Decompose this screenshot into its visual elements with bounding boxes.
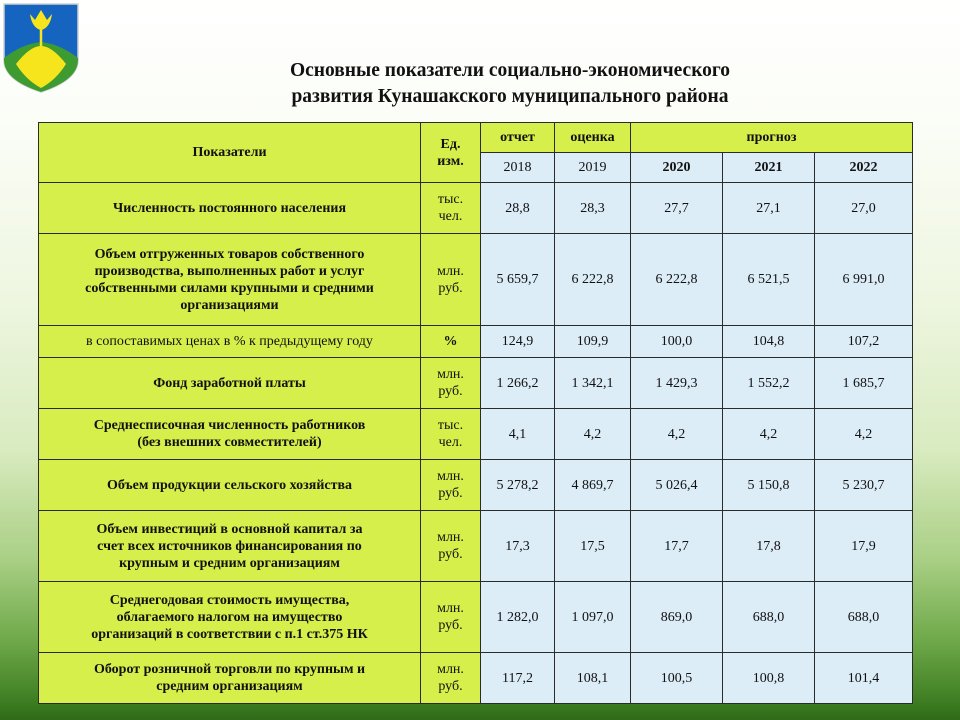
row-label-line: счет всех источников финансирования по — [97, 538, 362, 554]
row-unit-line: млн. — [437, 263, 464, 279]
row-value-2021: 688,0 — [723, 582, 815, 653]
row-value-2019: 109,9 — [555, 326, 631, 358]
indicators-table-wrap — [38, 122, 913, 704]
row-value-2022: 5 230,7 — [815, 460, 913, 511]
title-line-1: Основные показатели социально-экономического — [289, 60, 731, 81]
table-row — [39, 326, 913, 358]
row-value-2022: 4,2 — [815, 409, 913, 460]
row-value-2018: 1 282,0 — [481, 582, 555, 653]
row-value-2022: 107,2 — [815, 326, 913, 358]
row-value-2020: 6 222,8 — [631, 234, 723, 326]
row-unit — [421, 582, 481, 653]
row-unit-line: млн. — [437, 662, 464, 677]
row-unit-line: чел. — [438, 209, 463, 224]
row-value-2021: 6 521,5 — [723, 234, 815, 326]
row-unit — [421, 326, 481, 358]
header-row-1 — [39, 123, 913, 153]
table-row — [39, 582, 913, 653]
header-unit-line-2: изм. — [437, 153, 464, 169]
row-unit-line: % — [443, 334, 458, 349]
row-value-2021: 17,8 — [723, 511, 815, 582]
page-title — [150, 58, 870, 110]
row-value-2021: 27,1 — [723, 183, 815, 234]
row-unit-line: руб. — [438, 547, 463, 562]
row-unit — [421, 358, 481, 409]
header-estimate: оценка — [555, 123, 631, 153]
row-unit-line: млн. — [437, 367, 464, 382]
row-unit-line: чел. — [438, 435, 463, 450]
row-value-2019: 1 097,0 — [555, 582, 631, 653]
table-row — [39, 183, 913, 234]
row-value-2018: 5 659,7 — [481, 234, 555, 326]
row-unit-line: руб. — [438, 486, 463, 501]
row-label — [39, 234, 421, 326]
row-value-2022: 1 685,7 — [815, 358, 913, 409]
row-value-2022: 688,0 — [815, 582, 913, 653]
row-unit-line: тыс. — [437, 192, 464, 207]
table-row — [39, 234, 913, 326]
header-year-2018: 2018 — [481, 153, 555, 183]
row-label-line: Объем продукции сельского хозяйства — [106, 477, 353, 493]
header-year-2022: 2022 — [815, 153, 913, 183]
row-unit-line: руб. — [438, 679, 463, 694]
row-label-line: Объем отгруженных товаров собственного — [94, 246, 365, 262]
row-unit-line: тыс. — [437, 418, 464, 433]
row-value-2021: 100,8 — [723, 653, 815, 704]
row-label-line: облагаемого налогом на имущество — [116, 609, 343, 625]
row-value-2019: 1 342,1 — [555, 358, 631, 409]
row-value-2018: 17,3 — [481, 511, 555, 582]
row-value-2019: 28,3 — [555, 183, 631, 234]
row-value-2018: 5 278,2 — [481, 460, 555, 511]
table-row — [39, 409, 913, 460]
row-unit-line: млн. — [437, 530, 464, 545]
table-row — [39, 653, 913, 704]
row-label-line: (без внешних совместителей) — [137, 435, 322, 450]
row-value-2022: 101,4 — [815, 653, 913, 704]
row-value-2019: 6 222,8 — [555, 234, 631, 326]
header-indicator: Показатели — [39, 123, 421, 183]
indicators-table — [38, 122, 913, 704]
row-value-2022: 27,0 — [815, 183, 913, 234]
row-value-2022: 6 991,0 — [815, 234, 913, 326]
header-unit — [421, 123, 481, 183]
row-value-2020: 1 429,3 — [631, 358, 723, 409]
row-label-line: организациями — [180, 297, 279, 313]
row-value-2020: 100,0 — [631, 326, 723, 358]
row-label — [39, 582, 421, 653]
row-value-2018: 124,9 — [481, 326, 555, 358]
table-row — [39, 358, 913, 409]
row-label-line: Фонд заработной платы — [153, 375, 306, 391]
header-year-2019: 2019 — [555, 153, 631, 183]
row-label-line: в сопоставимых ценах в % к предыдущему году — [86, 334, 373, 349]
row-label-line: Среднесписочная численность работников — [93, 418, 366, 433]
row-label-line: Объем инвестиций в основной капитал за — [96, 521, 363, 537]
row-label — [39, 653, 421, 704]
row-unit-line: руб. — [438, 384, 463, 399]
row-label — [39, 460, 421, 511]
table-body — [39, 123, 913, 704]
row-value-2019: 108,1 — [555, 653, 631, 704]
row-value-2021: 104,8 — [723, 326, 815, 358]
row-label-line: собственными силами крупными и средними — [85, 280, 374, 296]
row-unit-line: руб. — [438, 618, 463, 633]
row-unit — [421, 653, 481, 704]
row-label-line: Оборот розничной торговли по крупным и — [93, 662, 366, 677]
row-unit — [421, 183, 481, 234]
row-label — [39, 358, 421, 409]
header-unit-line-1: Ед. — [440, 136, 461, 152]
row-unit-line: млн. — [437, 601, 464, 616]
row-value-2020: 17,7 — [631, 511, 723, 582]
row-unit — [421, 460, 481, 511]
row-label — [39, 511, 421, 582]
header-report: отчет — [481, 123, 555, 153]
row-label-line: производства, выполненных работ и услуг — [94, 263, 365, 279]
table-row — [39, 511, 913, 582]
row-value-2020: 4,2 — [631, 409, 723, 460]
table-row — [39, 460, 913, 511]
row-value-2018: 1 266,2 — [481, 358, 555, 409]
row-label-line: крупным и средним организациям — [119, 555, 340, 571]
row-label — [39, 409, 421, 460]
row-unit — [421, 409, 481, 460]
row-unit — [421, 511, 481, 582]
row-value-2022: 17,9 — [815, 511, 913, 582]
row-label-line: Численность постоянного населения — [112, 200, 347, 216]
header-year-2020: 2020 — [631, 153, 723, 183]
row-value-2019: 4 869,7 — [555, 460, 631, 511]
row-value-2020: 27,7 — [631, 183, 723, 234]
row-value-2019: 4,2 — [555, 409, 631, 460]
row-value-2018: 117,2 — [481, 653, 555, 704]
row-label-line: средним организациям — [156, 679, 303, 694]
row-unit — [421, 234, 481, 326]
row-label — [39, 183, 421, 234]
header-year-2021: 2021 — [723, 153, 815, 183]
row-value-2018: 4,1 — [481, 409, 555, 460]
row-value-2021: 1 552,2 — [723, 358, 815, 409]
row-label — [39, 326, 421, 358]
row-value-2018: 28,8 — [481, 183, 555, 234]
row-value-2021: 5 150,8 — [723, 460, 815, 511]
row-label-line: организаций в соответствии с п.1 ст.375 НК — [91, 626, 368, 642]
row-unit-line: млн. — [437, 469, 464, 484]
tulip-coat-of-arms-icon — [2, 2, 80, 94]
row-unit-line: руб. — [438, 280, 463, 296]
title-line-2: развития Кунашакского муниципального района — [291, 86, 729, 107]
row-value-2020: 5 026,4 — [631, 460, 723, 511]
row-value-2020: 100,5 — [631, 653, 723, 704]
row-value-2019: 17,5 — [555, 511, 631, 582]
header-forecast: прогноз — [631, 123, 913, 153]
row-value-2021: 4,2 — [723, 409, 815, 460]
row-value-2020: 869,0 — [631, 582, 723, 653]
row-label-line: Среднегодовая стоимость имущества, — [109, 592, 350, 608]
